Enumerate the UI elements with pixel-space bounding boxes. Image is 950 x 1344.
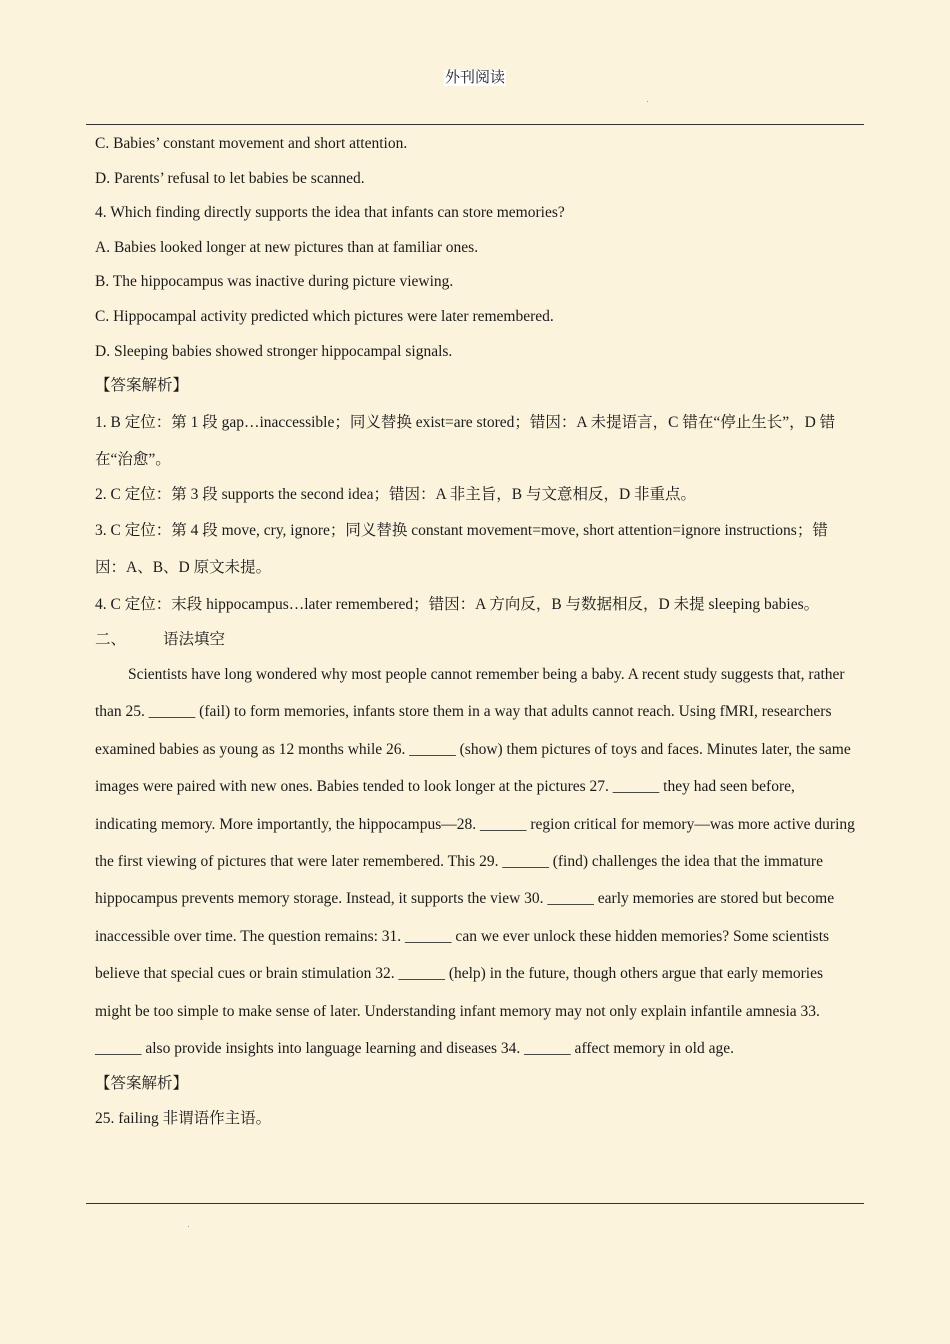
- footer-rule: [86, 1203, 864, 1204]
- option-3d: D. Parents’ refusal to let babies be scanned.: [95, 169, 365, 187]
- option-4c: C. Hippocampal activity predicted which pictures were later remembered.: [95, 307, 554, 325]
- grammar-passage: Scientists have long wondered why most people cannot remember being a baby. A recent study suggests that, rather than 25. ______ (fail) to form memories, infants store them in a way that adults cannot reach. Using fMRI, researchers examined babies as young as 12 months while 26. ______ (show) them pictures of toys and faces. Minutes later, the same images were paired with new ones. Babies tended to look longer at the pictures 27. ______ they had seen before, indicating memory. More importantly, the hippocampus—28. ______ region critical for memory—was more active during the first viewing of pictures that were later remembered. This 29. ______ (find) challenges the idea that the immature hippocampus prevents memory storage. Instead, it supports the view 30. ______ early memories are stored but become inaccessible over time. The question remains: 31. ______ can we ever unlock these hidden memories? Some scientists believe that special cues or brain stimulation 32. ______ (help) in the future, though others argue that early memories might be too simple to make sense of later. Understanding infant memory may not only explain infantile amnesia 33. ______ also provide insights into language learning and diseases 34. ______ affect memory in old age.: [95, 665, 855, 1057]
- header-title: 外刊阅读: [444, 70, 505, 86]
- option-4b: B. The hippocampus was inactive during picture viewing.: [95, 273, 454, 291]
- answer-4: 4. C 定位：末段 hippocampus…later remembered；错因：A 方向反，B 与数据相反，D 未提 sleeping babies。: [95, 596, 820, 614]
- answer-heading: 【答案解析】: [95, 377, 189, 395]
- option-4a: A. Babies looked longer at new pictures than at familiar ones.: [95, 238, 479, 256]
- header-dot: [647, 101, 648, 102]
- grammar-answer-25: 25. failing 非谓语作主语。: [95, 1110, 272, 1127]
- page-content: [95, 127, 857, 1137]
- answer-3: 3. C 定位：第 4 段 move, cry, ignore；同义替换 constant movement=move, short attention=ignore instructions；错因：A、B、D 原文未提。: [95, 522, 828, 577]
- question-4: 4. Which finding directly supports the idea that infants can store memories?: [95, 204, 565, 222]
- option-3c: C. Babies’ constant movement and short attention.: [95, 135, 408, 152]
- header-rule: [86, 124, 864, 125]
- footer-dot: [188, 1226, 189, 1227]
- option-4d: D. Sleeping babies showed stronger hippocampal signals.: [95, 342, 453, 360]
- answer-2: 2. C 定位：第 3 段 supports the second idea；错因：A 非主旨，B 与文意相反，D 非重点。: [95, 485, 697, 503]
- section-number: 二、: [95, 631, 127, 649]
- answer-1: 1. B 定位：第 1 段 gap…inaccessible；同义替换 exist=are stored；错因：A 未提语言，C 错在“停止生长”，D 错在“治愈”。: [95, 413, 836, 468]
- section-title: 语法填空: [163, 631, 226, 649]
- grammar-section-heading: [95, 623, 857, 658]
- page-header: [0, 68, 950, 88]
- grammar-answer-heading: 【答案解析】: [95, 1075, 189, 1093]
